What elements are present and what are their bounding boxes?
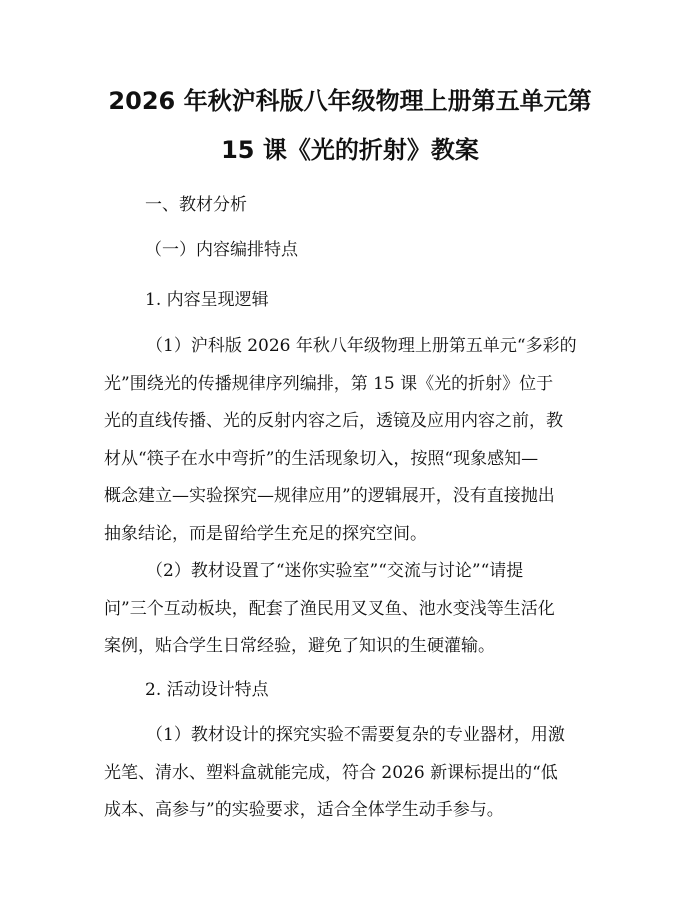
section-heading-teaching-material-analysis: 一、教材分析 [145,195,247,215]
paragraph-line: 材从“筷子在水中弯折”的生活现象切入，按照“现象感知— [104,448,539,469]
paragraph-3 [104,717,600,830]
paragraph-line: 概念建立—实验探究—规律应用”的逻辑展开，没有直接抛出 [104,486,555,506]
paragraph-line: 光的直线传播、光的反射内容之后，透镜及应用内容之前，教 [104,411,563,431]
paragraph-line: 光”围绕光的传播规律序列编排，第 15 课《光的折射》位于 [104,373,554,394]
paragraph-line: （2）教材设置了“迷你实验室”“交流与讨论”“请提 [146,561,524,581]
item-heading-content-logic: 1. 内容呈现逻辑 [145,290,269,310]
paragraph-line: （1）教材设计的探究实验不需要复杂的专业器材，用激 [146,725,565,745]
subsection-heading-content-arrangement: （一）内容编排特点 [145,240,298,260]
paragraph-line: 问”三个互动板块，配套了渔民用叉叉鱼、池水变浅等生活化 [104,598,555,619]
item-heading-activity-design: 2. 活动设计特点 [145,680,269,700]
document-title-line-2: 15 课《光的折射》教案 [221,136,479,164]
document-title-line-1: 2026 年秋沪科版八年级物理上册第五单元第 [108,87,592,115]
paragraph-line: 抽象结论，而是留给学生充足的探究空间。 [104,523,427,544]
paragraph-1 [104,328,600,553]
paragraph-line: 成本、高参与”的实验要求，适合全体学生动手参与。 [104,800,504,820]
paragraph-line: （1）沪科版 2026 年秋八年级物理上册第五单元“多彩的 [146,336,577,356]
paragraph-2 [104,553,600,666]
paragraph-line: 案例，贴合学生日常经验，避免了知识的生硬灌输。 [104,636,495,656]
paragraph-line: 光笔、清水、塑料盒就能完成，符合 2026 新课标提出的“低 [104,762,558,783]
